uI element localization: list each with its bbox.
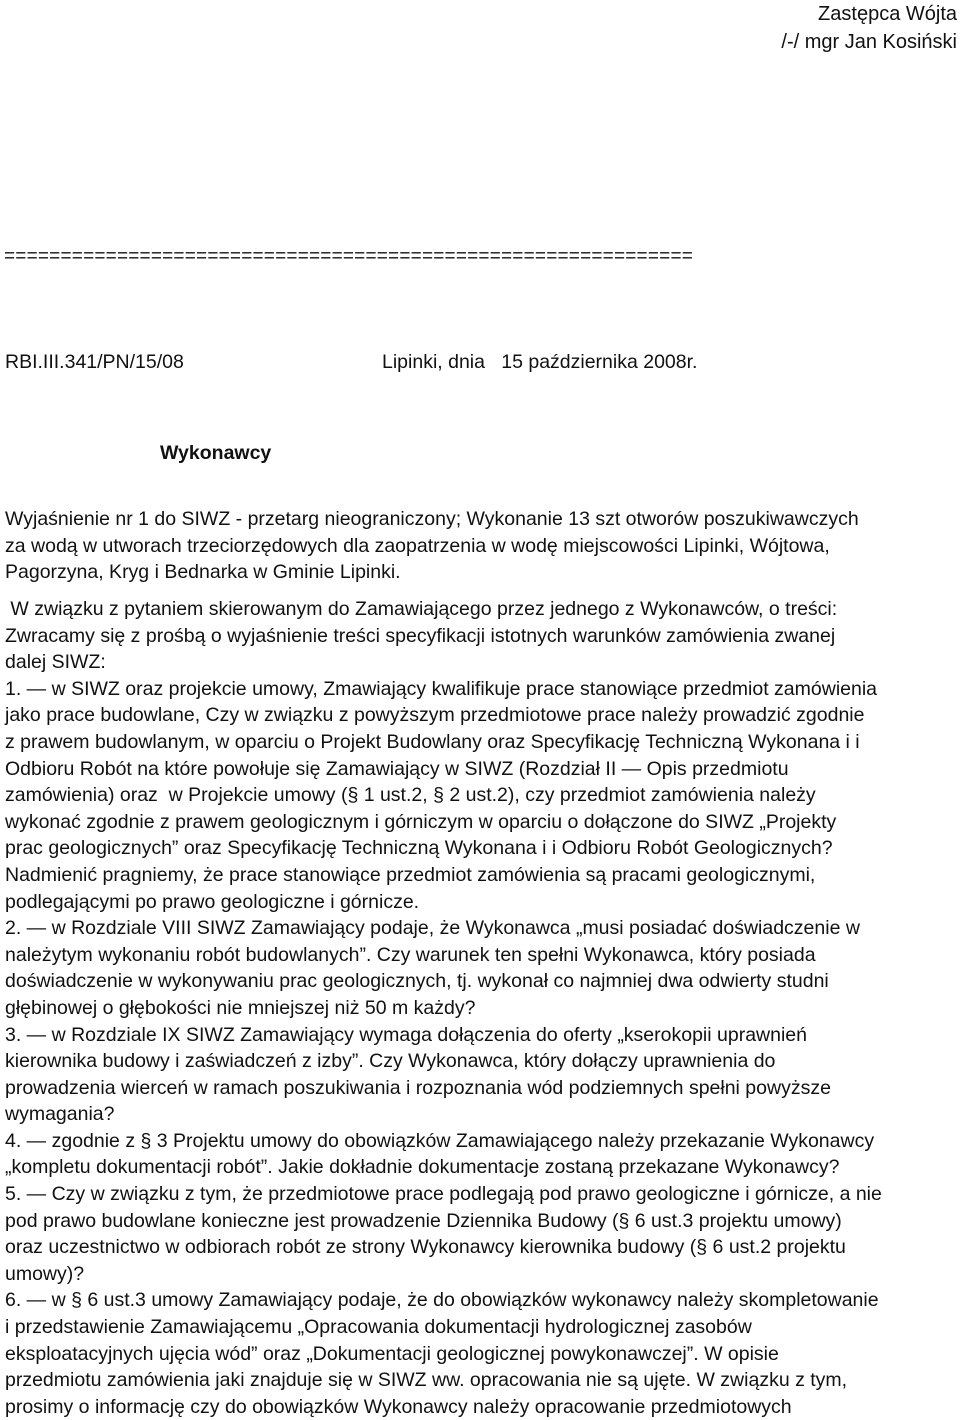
body-line: jako prace budowlane, Czy w związku z powyższym przedmiotowe prace należy prowadzić zgodnie: [5, 704, 865, 727]
place-and-date: Lipinki, dnia 15 października 2008r.: [382, 351, 698, 373]
body-line: podlegającymi po prawo geologiczne i górnicze.: [5, 890, 420, 913]
body-line: należytym wykonaniu robót budowlanych”. Czy warunek ten spełni Wykonawca, który posiada: [5, 943, 816, 966]
body-line: 4. — zgodnie z § 3 Projektu umowy do obowiązków Zamawiającego należy przekazanie Wykonawcy: [5, 1129, 875, 1152]
body-line: 2. — w Rozdziale VIII SIWZ Zamawiający podaje, że Wykonawca „musi posiadać doświadczenie w: [5, 917, 860, 940]
body-line: pod prawo budowlane konieczne jest prowadzenie Dziennika Budowy (§ 6 ust.3 projektu umowy): [5, 1209, 842, 1232]
body-line: „kompletu dokumentacji robót”. Jakie dokładnie dokumentacje zostaną przekazane Wykonawcy?: [5, 1156, 840, 1179]
body-line: 6. — w § 6 ust.3 umowy Zamawiający podaje, że do obowiązków wykonawcy należy skompletowanie: [5, 1289, 879, 1312]
body-line: i przedstawienie Zamawiającemu „Opracowania dokumentacji hydrologicznej zasobów: [5, 1316, 752, 1339]
subject-line: Pagorzyna, Kryg i Bednarka w Gminie Lipinki.: [5, 561, 401, 584]
body-line: przedmiotu zamówienia jaki znajduje się w SIWZ ww. opracowania nie są ujęte. W związku z tym,: [5, 1369, 848, 1392]
body-line: głębinowej o głębokości nie mniejszej niż 50 m każdy?: [5, 996, 476, 1019]
body-line: prac geologicznych” oraz Specyfikację Techniczną Wykonana i i Odbioru Robót Geologicznych?: [5, 837, 833, 860]
reference-number: RBI.III.341/PN/15/08: [5, 351, 184, 373]
body-line: z prawem budowlanym, w oparciu o Projekt Budowlany oraz Specyfikację Techniczną Wykonana i i: [5, 730, 860, 753]
body-line: 5. — Czy w związku z tym, że przedmiotowe prace podlegają pod prawo geologiczne i górnicze, a nie: [5, 1183, 882, 1206]
subject-line: Wyjaśnienie nr 1 do SIWZ - przetarg nieograniczony; Wykonanie 13 szt otworów poszukiwawczych: [5, 508, 859, 530]
signature-name: /-/ mgr Jan Kosiński: [781, 31, 957, 53]
body-line: 3. — w Rozdziale IX SIWZ Zamawiający wymaga dołączenia do oferty „kserokopii uprawnień: [5, 1023, 807, 1046]
body-line: Odbioru Robót na które powołuje się Zamawiający w SIWZ (Rozdział II — Opis przedmiotu: [5, 757, 789, 780]
subject-paragraph: [5, 506, 955, 586]
subject-line: za wodą w utworach trzeciorzędowych dla zaopatrzenia w wodę miejscowości Lipinki, Wójtowa,: [5, 534, 830, 557]
body-line: zamówienia) oraz w Projekcie umowy (§ 1 ust.2, § 2 ust.2), czy przedmiot zamówienia należy: [5, 784, 816, 807]
body-line: eksploatacyjnych ujęcia wód” oraz „Dokumentacji geologicznej powykonawczej”. W opisie: [5, 1342, 779, 1365]
body-line: wykonać zgodnie z prawem geologicznym i górniczym w oparciu o dołączone do SIWZ „Projekty: [5, 810, 837, 833]
body-line: doświadczenie w wykonywaniu prac geologicznych, tj. wykonał co najmniej dwa odwierty studni: [5, 970, 829, 993]
signature-role: Zastępca Wójta: [818, 3, 957, 25]
body-line: Nadmienić pragniemy, że prace stanowiące przedmiot zamówienia są pracami geologicznymi,: [5, 863, 816, 886]
signature-block: [781, 0, 957, 56]
body-line: kierownika budowy i zaświadczeń z izby”. Czy Wykonawca, który dołączy uprawnienia do: [5, 1050, 776, 1073]
body-line: prowadzenia wierceń w ramach poszukiwania i rozpoznania wód podziemnych spełni powyższe: [5, 1076, 831, 1099]
body-line: oraz uczestnictwo w odbiorach robót ze strony Wykonawcy kierownika budowy (§ 6 ust.2 projektu: [5, 1236, 846, 1259]
body-line: wymagania?: [5, 1103, 115, 1126]
addressee: Wykonawcy: [160, 442, 272, 464]
body-line: prosimy o informację czy do obowiązków Wykonawcy należy opracowanie przedmiotowych: [5, 1395, 792, 1418]
body-line: Zwracamy się z prośbą o wyjaśnienie treści specyfikacji istotnych warunków zamówienia zwanej: [5, 624, 836, 647]
body-line: 1. — w SIWZ oraz projekcie umowy, Zmawiający kwalifikuje prace stanowiące przedmiot zamówienia: [5, 677, 878, 700]
body-text: [5, 596, 955, 1420]
body-line: dalej SIWZ:: [5, 651, 106, 674]
body-line: umowy)?: [5, 1262, 85, 1285]
separator-line: =============================================================: [4, 246, 694, 267]
body-line: W związku z pytaniem skierowanym do Zamawiającego przez jednego z Wykonawców, o treści:: [5, 598, 838, 620]
